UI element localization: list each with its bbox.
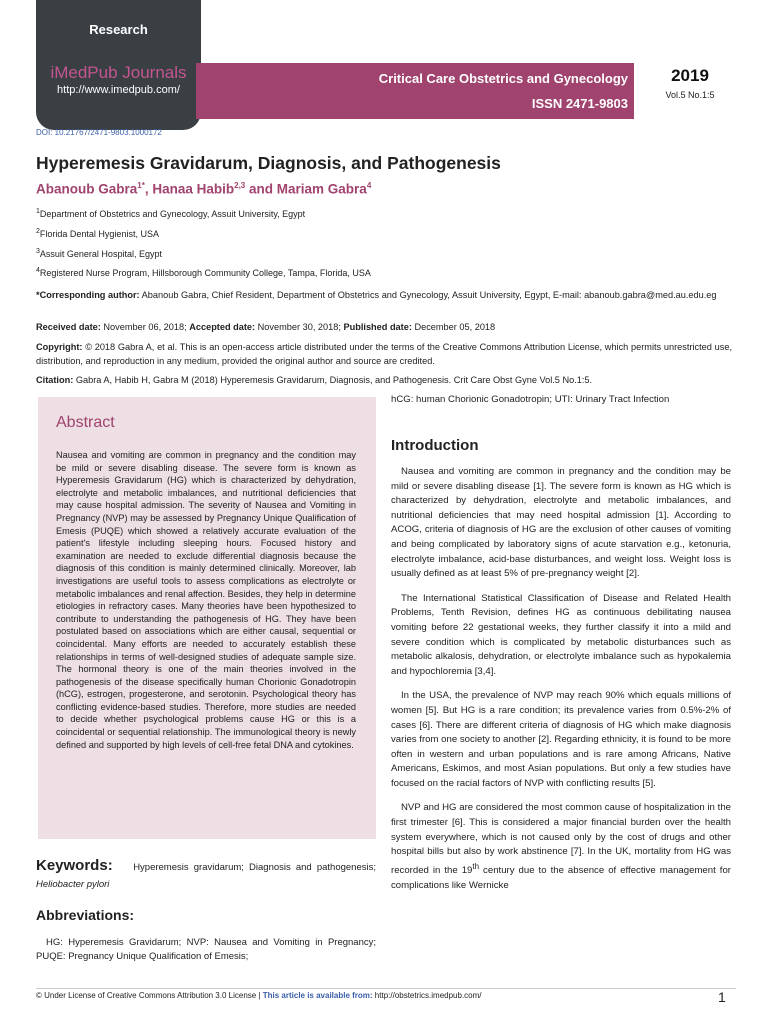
superscript: th: [472, 861, 480, 871]
accepted-date: November 30, 2018;: [257, 322, 341, 332]
affiliation-number: 4: [36, 267, 40, 274]
author-separator: and: [245, 181, 277, 197]
citation-text: Gabra A, Habib H, Gabra M (2018) Hyperemesis Gravidarum, Diagnosis, and Pathogenesis. Crit Care Obst Gyne Vol.5 No.1:5.: [75, 375, 593, 385]
affiliation-text: Registered Nurse Program, Hillsborough Community College, Tampa, Florida, USA: [39, 268, 371, 278]
corresponding-author: [36, 288, 732, 302]
footer: [36, 991, 482, 1000]
copyright-text: © 2018 Gabra A, et al. This is an open-access article distributed under the terms of the Creative Commons Attribution License, which permits unrestricted use, distribution, and reproduction in any medium, provided the original author and source are credited.: [36, 342, 732, 366]
paragraph: The International Statistical Classification of Disease and Related Health Problems, Tenth Revision, defines HG as continuous debilitating nausea vomiting before 22 gestational weeks, they further classify it into a mild and severe condition which is complicated by metabolic disturbances such as metabolic alkalosis, dehydration, or electrolyte imbalance such as hypokalemia and hypochloremia [3,4].: [391, 592, 731, 677]
affiliation-text: Florida Dental Hygienist, USA: [39, 229, 159, 239]
author-name: Mariam Gabra: [276, 181, 367, 197]
author-name: Abanoub Gabra: [36, 181, 138, 197]
author-superscript: 4: [366, 181, 372, 190]
footer-available-label: This article is available from:: [262, 991, 373, 1000]
published-date: December 05, 2018: [414, 322, 496, 332]
abbreviations-text: HG: Hyperemesis Gravidarum; NVP: Nausea and Vomiting in Pregnancy; PUQE: Pregnancy Unique Qualification of Emesis;: [36, 937, 376, 962]
introduction-heading: Introduction: [391, 437, 479, 454]
keywords-heading: Keywords:: [36, 857, 113, 874]
paragraph: Nausea and vomiting are common in pregnancy and the condition may be mild or severe disabling disease [1]. The severe form is known as HG which is characterized by dehydration, electrolyte and metabolic imbalances, and nutritional deficiencies that may need hospital admission [1]. According to ACOG, criteria of diagnosis of HG are the exclusion of other causes of vomiting and being complicated by laboratory signs of acute starvation e.g., ketonuria, electrolyte imbalance, acid-base disturbances, and weight loss. Weight loss is usually defined as at least 5% of pre-pregnancy weight [2].: [391, 466, 731, 580]
affiliation-number: 3: [36, 248, 40, 255]
author-superscript: 2,3: [234, 181, 246, 190]
footer-license: © Under License of Creative Commons Attribution 3.0 License |: [36, 991, 263, 1000]
affiliation-text: Department of Obstetrics and Gynecology, Assuit University, Egypt: [39, 209, 306, 219]
footer-url[interactable]: http://obstetrics.imedpub.com/: [372, 991, 482, 1000]
keywords-text: Hyperemesis gravidarum; Diagnosis and pathogenesis;: [133, 862, 376, 873]
page-number: 1: [718, 989, 726, 1005]
author-name: Hanaa Habib: [152, 181, 235, 197]
footer-divider: [36, 988, 736, 989]
affiliation-text: Assuit General Hospital, Egypt: [39, 249, 162, 259]
paragraph-text: NVP and HG are considered the most common cause of hospitalization in the first trimester [6]. This is considered a major financial burden over the health system everywhere, which is not caused only by the cost of drugs and other hospital bills but also by work abstinence [7]. In the UK, mortality from HG was recorded in the 19: [391, 802, 731, 877]
article-dates: [36, 320, 732, 334]
paragraph-text: century due to the absence of effective management for complications like Wernicke: [391, 865, 731, 891]
journal-name: Critical Care Obstetrics and Gynecology: [378, 71, 628, 86]
corresponding-label: *Corresponding author:: [36, 290, 140, 300]
publisher-url[interactable]: http://www.imedpub.com/: [57, 84, 180, 96]
copyright-label: Copyright:: [36, 342, 83, 352]
affiliation: [36, 248, 162, 259]
paragraph: In the USA, the prevalence of NVP may reach 90% which equals millions of women [5]. But HG is a rare condition; its prevalence varies from 0.5%-2% of cases [6]. There are different criteria of diagnosis of HG which make diagnosis varies from one society to another [2]. Regarding ethnicity, it is found to be more often in western and urban populations and is rare among Africans, Native Americans, Eskimos, and most Asian populations. But only a few studies have focused on the racial factors of NVP with conflicting results [5].: [391, 690, 731, 789]
introduction-body: [391, 465, 731, 903]
citation: [36, 373, 732, 387]
corresponding-text: Abanoub Gabra, Chief Resident, Department of Obstetrics and Gynecology, Assuit University, Egypt, E-mail: abanoub.gabra@med.au.edu.eg: [141, 290, 717, 300]
accepted-label: Accepted date:: [189, 322, 256, 332]
received-date: November 06, 2018;: [103, 322, 187, 332]
abstract-text: Nausea and vomiting are common in pregnancy and the condition may be mild or severe disabling disease. The severe form is known as Hyperemesis Gravidarum (HG) which is characterized by dehydration, electrolyte and metabolic imbalances, and nutritional deficiencies that may cause hospital admission. The severity of Nausea and Vomiting in Pregnancy (NVP) may be assessed by Pregnancy Unique Qualification of Emesis (PUQE) which showed a relatively accurate evaluation of the patient's lifestyle including sleeping hours. Focused history and examination are needed to exclude differential diagnosis because the diagnosis of this condition is mainly determined clinically. Moreover, lab investigations are useful tools to assess complications as electrolyte or metabolic imbalances and renal affection. Besides, they help in determine etiologies in refractory cases. Many theories have been hypothesized to contribute to understanding the pathogenesis of HG. They have been postulated based on associations which are either causal, sequential or coincidental. Many efforts are needed to accurately establish these relationships in terms of well-designed studies of adequate sample size. The hormonal theory is one of the main theories involved in the pathogenesis of the disease specifically human Chorionic Gonadotropin (hCG), estrogen, progesterone, and serotonin. Psychological theory has conflicting evidence-based studies. Therefore, more studies are needed to decide whether psychological problems cause HG or this is a coincidental or sequential relationship. The immunological theory is newly defined and supported by high levels of cell-free fetal DNA and cytokines.: [56, 450, 356, 750]
doi-link[interactable]: DOI: 10.21767/2471-9803.1000172: [36, 128, 162, 137]
abbreviations-heading: Abbreviations:: [36, 907, 135, 923]
paragraph: [391, 801, 731, 893]
published-label: Published date:: [343, 322, 412, 332]
author-separator: ,: [144, 181, 153, 197]
keywords-italic: Heliobacter pylori: [36, 879, 110, 890]
journal-issn: ISSN 2471-9803: [531, 96, 628, 111]
citation-label: Citation:: [36, 375, 74, 385]
author-list: [36, 181, 371, 197]
section-label: Research: [89, 22, 148, 37]
copyright-notice: [36, 340, 732, 368]
affiliation-number: 2: [36, 228, 40, 235]
publication-year: 2019: [671, 66, 709, 85]
affiliation: [36, 228, 159, 239]
received-label: Received date:: [36, 322, 101, 332]
publisher-name: iMedPub Journals: [50, 63, 187, 82]
affiliation-number: 1: [36, 208, 40, 215]
article-title: Hyperemesis Gravidarum, Diagnosis, and Pathogenesis: [36, 153, 501, 173]
abbreviations-continued: hCG: human Chorionic Gonadotropin; UTI: Urinary Tract Infection: [391, 394, 670, 405]
abstract-heading: Abstract: [56, 414, 115, 431]
affiliation: [36, 208, 305, 219]
author-superscript: 1*: [137, 181, 145, 190]
keywords-section: [36, 857, 376, 893]
volume-number: Vol.5 No.1:5: [665, 90, 715, 100]
affiliation: [36, 267, 371, 278]
